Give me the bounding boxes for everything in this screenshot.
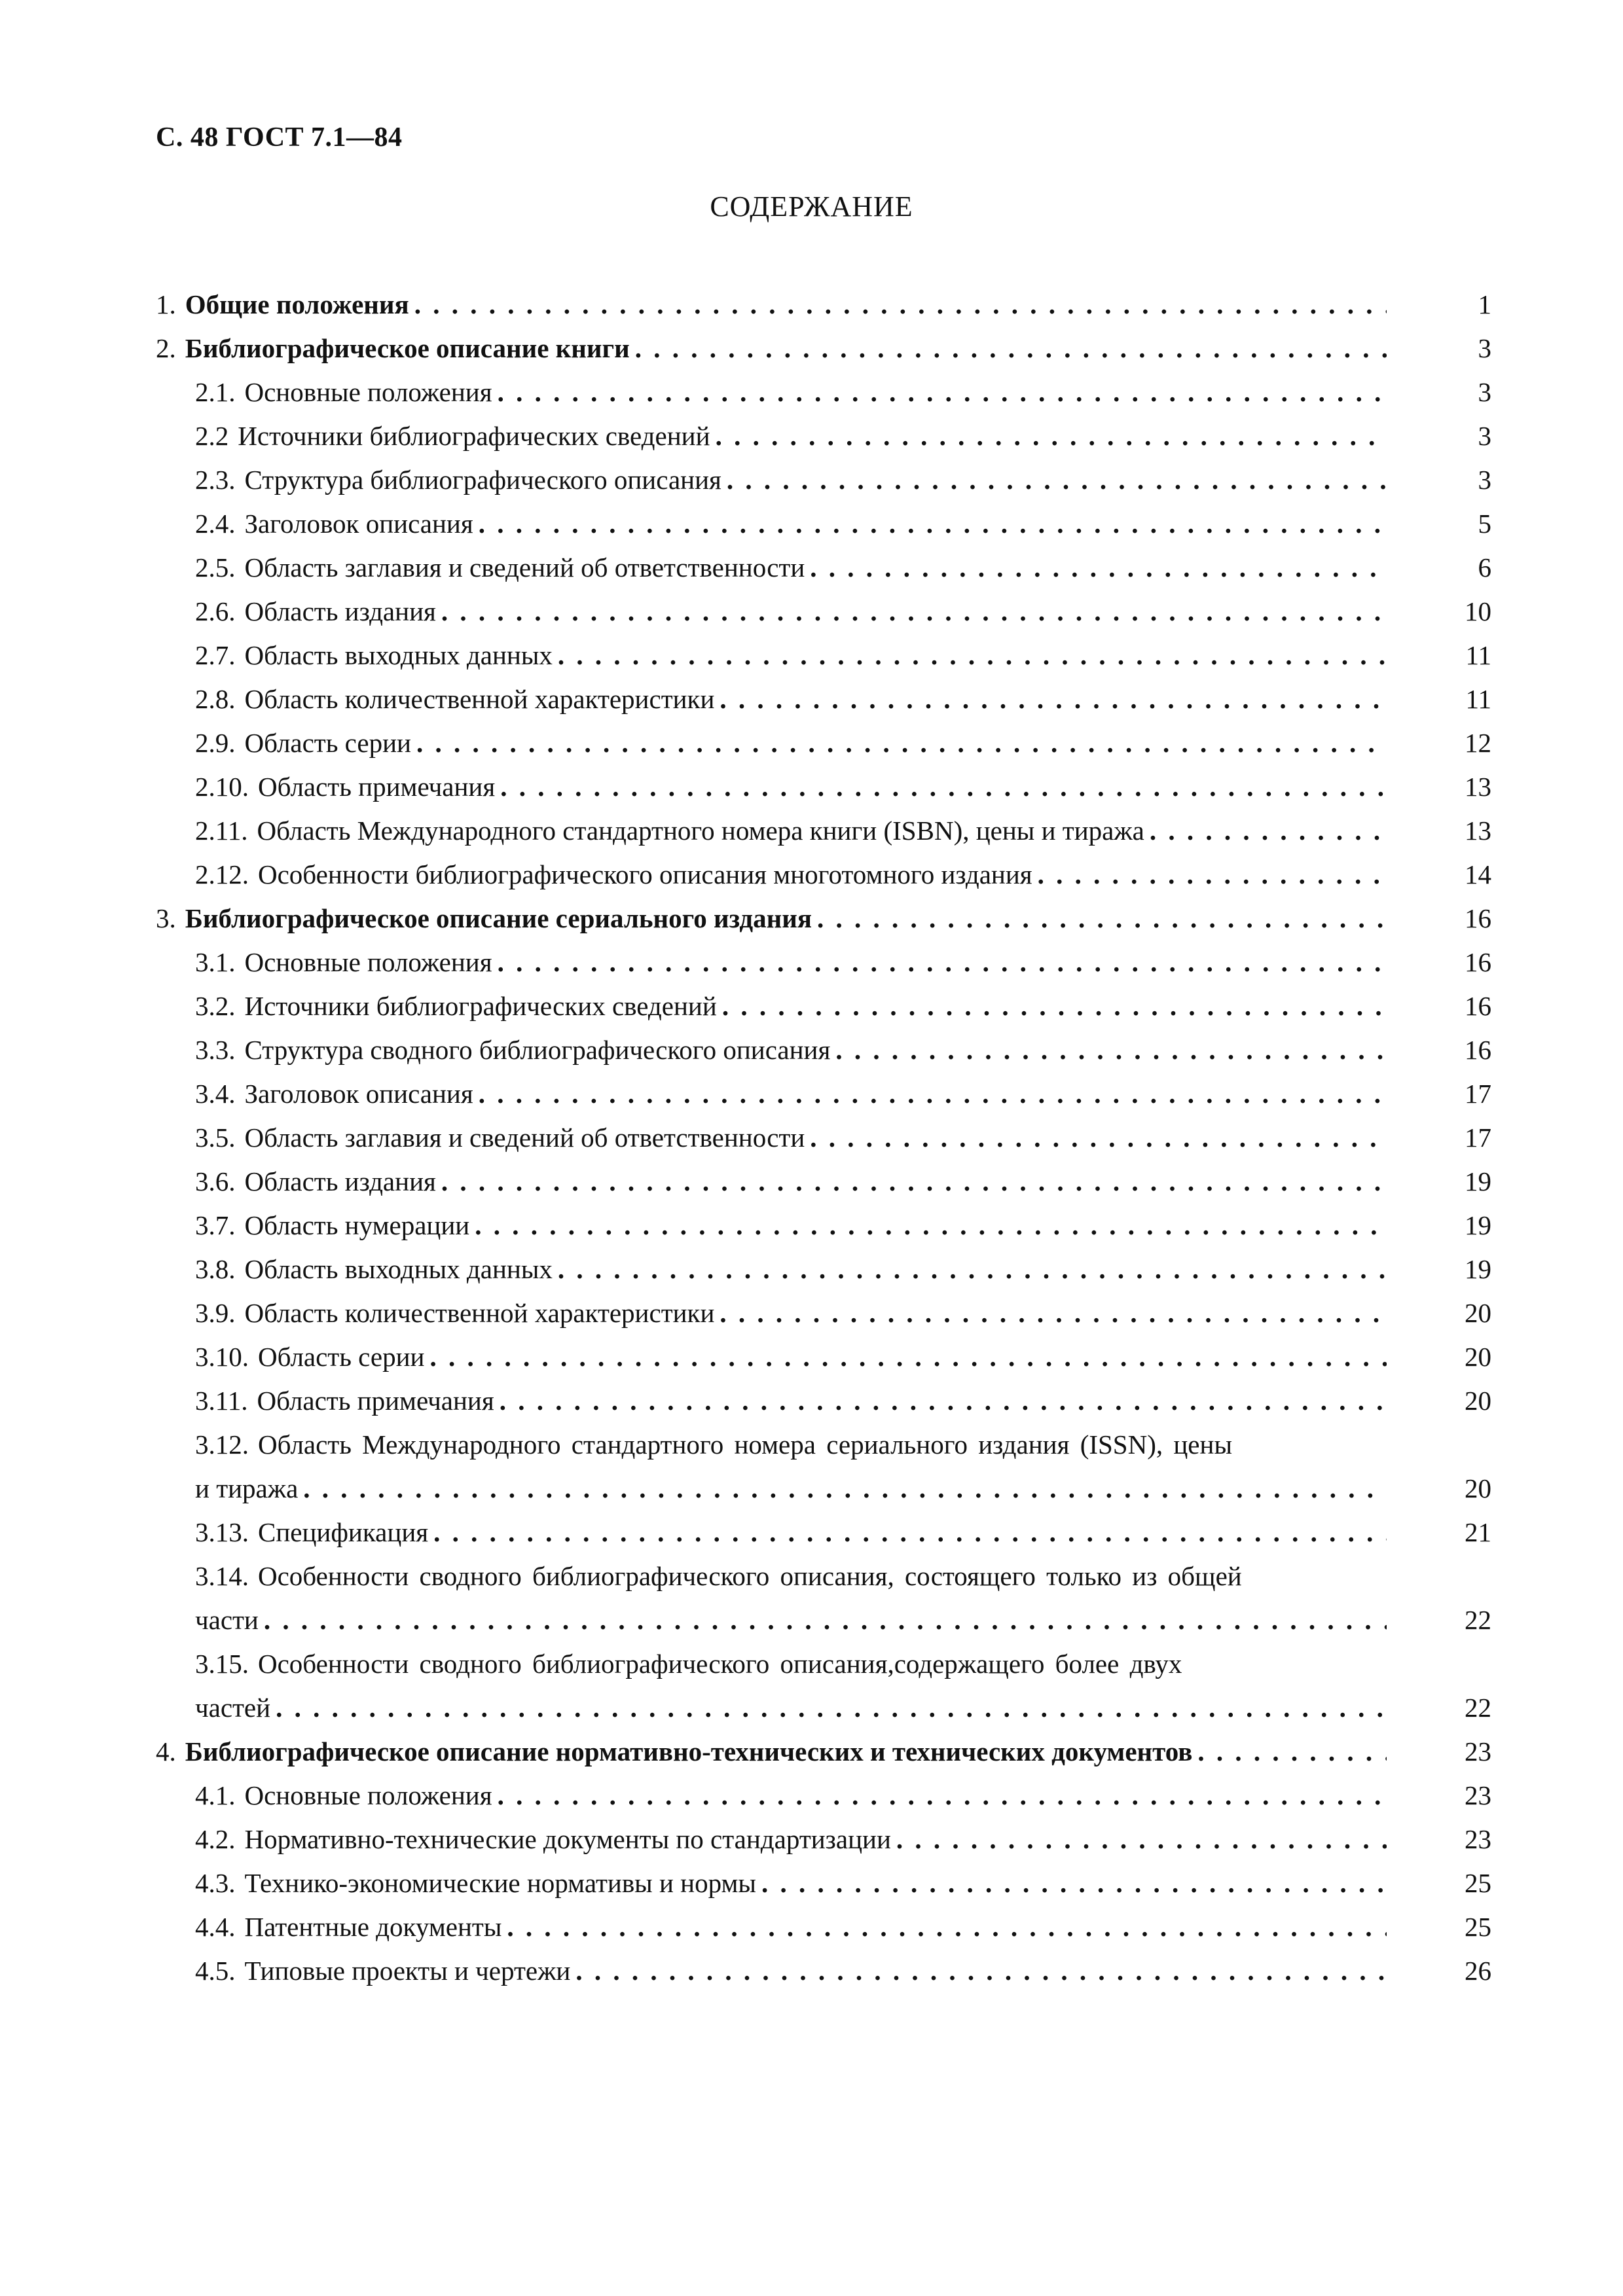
dot-leader	[558, 634, 1387, 677]
toc-entry-number: 3.6.	[195, 1166, 236, 1196]
toc-entry-label: Область серии	[258, 1342, 425, 1372]
toc-entry-page: 3	[1478, 465, 1491, 495]
toc-entry[interactable]	[156, 590, 1491, 634]
toc-entry-page: 13	[1465, 816, 1491, 846]
toc-entry-label: Область примечания	[257, 1386, 494, 1416]
toc-entry-label: Область серии	[244, 728, 411, 758]
toc-entry-label: Область нумерации	[244, 1210, 470, 1240]
toc-entry[interactable]	[156, 1818, 1491, 1861]
toc-entry-page: 26	[1465, 1956, 1491, 1986]
toc-entry[interactable]	[156, 1335, 1491, 1379]
toc-entry[interactable]	[156, 1072, 1491, 1116]
toc-entry-number: 2.	[156, 333, 176, 363]
toc-entry-page: 10	[1465, 596, 1491, 626]
dot-leader	[414, 283, 1387, 327]
toc-entry[interactable]	[156, 1379, 1491, 1423]
toc-entry[interactable]	[156, 1204, 1491, 1247]
toc-entry-label: Область заглавия и сведений об ответственности	[244, 552, 805, 583]
toc-entry-label-continued: частей	[195, 1693, 271, 1723]
toc-entry-number: 3.8.	[195, 1254, 236, 1284]
toc-entry-number: 3.10.	[195, 1342, 249, 1372]
toc-entry-number: 3.9.	[195, 1298, 236, 1328]
toc-entry-continuation[interactable]	[156, 1467, 1491, 1511]
toc-entry[interactable]	[156, 1642, 1491, 1686]
dot-leader	[1038, 853, 1387, 897]
toc-entry-label-continued: части	[195, 1605, 259, 1635]
toc-entry-label: Область примечания	[258, 772, 496, 802]
dot-leader	[500, 765, 1387, 809]
toc-entry-number: 2.11.	[195, 816, 248, 846]
toc-entry-label: Основные положения	[244, 947, 492, 977]
toc-entry[interactable]	[156, 853, 1491, 897]
toc-entry-page: 3	[1478, 421, 1491, 451]
toc-entry-page: 3	[1478, 333, 1491, 363]
toc-entry[interactable]	[156, 809, 1491, 853]
toc-entry-page: 23	[1465, 1736, 1491, 1767]
toc-entry-number: 2.3.	[195, 465, 236, 495]
toc-entry-number: 3.12.	[195, 1429, 249, 1460]
dot-leader	[498, 370, 1387, 414]
dot-leader	[810, 546, 1387, 590]
toc-entry-page: 16	[1465, 991, 1491, 1021]
toc-entry-label: Нормативно-технические документы по стандартизации	[244, 1824, 891, 1854]
toc-entry-label: Область заглавия и сведений об ответственности	[244, 1122, 805, 1153]
toc-entry-label: Структура сводного библиографического описания	[244, 1035, 831, 1065]
toc-entry-number: 1.	[156, 289, 176, 319]
toc-entry-continuation[interactable]	[156, 1686, 1491, 1730]
toc-entry[interactable]	[156, 546, 1491, 590]
dot-leader	[303, 1467, 1387, 1511]
toc-entry-label: Библиографическое описание книги	[185, 333, 630, 363]
toc-entry-number: 2.6.	[195, 596, 236, 626]
toc-entry-number: 2.1.	[195, 377, 236, 407]
toc-entry-page: 20	[1465, 1386, 1491, 1416]
dot-leader	[896, 1818, 1387, 1861]
toc-entry-number: 2.5.	[195, 552, 236, 583]
dot-leader	[635, 327, 1387, 370]
toc-entry-page: 19	[1465, 1254, 1491, 1284]
toc-entry[interactable]	[156, 458, 1491, 502]
toc-entry[interactable]	[156, 1291, 1491, 1335]
dot-leader	[558, 1247, 1387, 1291]
dot-leader	[429, 1335, 1387, 1379]
toc-entry-label: Особенности сводного библиографического описания, состоящего только из общей	[258, 1561, 1242, 1591]
toc-entry-page: 17	[1465, 1122, 1491, 1153]
dot-leader	[835, 1028, 1387, 1072]
toc-entry-page: 20	[1465, 1473, 1491, 1503]
toc-entry-number: 4.3.	[195, 1868, 236, 1898]
toc-entry[interactable]	[156, 677, 1491, 721]
toc-entry-page: 25	[1465, 1868, 1491, 1898]
toc-entry[interactable]	[156, 634, 1491, 677]
toc-section[interactable]	[156, 897, 1491, 941]
toc-entry-label: Основные положения	[244, 377, 492, 407]
dot-leader	[817, 897, 1387, 941]
dot-leader	[276, 1686, 1387, 1730]
toc-entry[interactable]	[156, 1949, 1491, 1993]
toc-entry-page: 16	[1465, 947, 1491, 977]
toc-entry-number: 2.9.	[195, 728, 236, 758]
toc-entry-label: Область количественной характеристики	[244, 684, 715, 714]
toc-entry[interactable]	[156, 1423, 1491, 1467]
toc-entry-label: Патентные документы	[244, 1912, 502, 1942]
toc-entry-number: 2.7.	[195, 640, 236, 670]
toc-entry-number: 3.13.	[195, 1517, 249, 1547]
toc-entry-number: 3.3.	[195, 1035, 236, 1065]
toc-entry-label: Библиографическое описание сериального издания	[185, 903, 812, 933]
toc-entry[interactable]	[156, 1905, 1491, 1949]
toc-entry-number: 3.2.	[195, 991, 236, 1021]
toc-entry[interactable]	[156, 721, 1491, 765]
toc-entry-page: 22	[1465, 1693, 1491, 1723]
dot-leader	[498, 1774, 1387, 1818]
toc-entry-label: Область издания	[244, 596, 436, 626]
toc-entry-number: 2.8.	[195, 684, 236, 714]
toc-entry-number: 3.5.	[195, 1122, 236, 1153]
toc-entry-label: Область количественной характеристики	[244, 1298, 715, 1328]
dot-leader	[810, 1116, 1387, 1160]
toc-entry-label: Библиографическое описание нормативно-технических и технических документов	[185, 1736, 1193, 1767]
toc-entry-page: 14	[1465, 859, 1491, 889]
toc-entry-label: Область Международного стандартного номера сериального издания (ISSN), цены	[258, 1429, 1232, 1460]
table-of-contents	[156, 283, 1491, 1993]
toc-entry-number: 3.1.	[195, 947, 236, 977]
toc-entry-page: 5	[1478, 509, 1491, 539]
toc-entry-page: 22	[1465, 1605, 1491, 1635]
toc-entry-label: Особенности сводного библиографического описания,содержащего более двух	[258, 1649, 1182, 1679]
toc-section[interactable]	[156, 1730, 1491, 1774]
toc-entry[interactable]	[156, 1160, 1491, 1204]
toc-entry-page: 11	[1465, 640, 1491, 670]
toc-entry-label-continued: и тиража	[195, 1473, 299, 1503]
toc-entry-number: 2.2	[195, 421, 229, 451]
toc-entry-label: Заголовок описания	[244, 509, 473, 539]
dot-leader	[716, 414, 1387, 458]
toc-entry-number: 2.12.	[195, 859, 249, 889]
toc-entry-number: 3.15.	[195, 1649, 249, 1679]
toc-entry-page: 17	[1465, 1079, 1491, 1109]
dot-leader	[722, 984, 1387, 1028]
toc-entry-continuation[interactable]	[156, 1598, 1491, 1642]
toc-entry-label: Заголовок описания	[244, 1079, 473, 1109]
toc-entry-page: 20	[1465, 1298, 1491, 1328]
dot-leader	[264, 1598, 1387, 1642]
dot-leader	[500, 1379, 1387, 1423]
toc-entry[interactable]	[156, 1861, 1491, 1905]
toc-entry-page: 20	[1465, 1342, 1491, 1372]
toc-entry-number: 2.4.	[195, 509, 236, 539]
toc-entry-label: Источники библиографических сведений	[244, 991, 717, 1021]
toc-entry-number: 3.	[156, 903, 176, 933]
dot-leader	[1150, 809, 1387, 853]
toc-entry-label: Общие положения	[185, 289, 409, 319]
toc-entry[interactable]	[156, 1116, 1491, 1160]
toc-entry-label: Область Международного стандартного номера книги (ISBN), цены и тиража	[257, 816, 1144, 846]
toc-entry-label: Спецификация	[258, 1517, 429, 1547]
toc-entry-page: 16	[1465, 903, 1491, 933]
toc-entry-label: Область выходных данных	[244, 1254, 553, 1284]
dot-leader	[498, 941, 1387, 984]
toc-entry-number: 4.1.	[195, 1780, 236, 1810]
toc-entry[interactable]	[156, 1774, 1491, 1818]
dot-leader	[761, 1861, 1387, 1905]
dot-leader	[475, 1204, 1387, 1247]
toc-entry-page: 21	[1465, 1517, 1491, 1547]
toc-entry[interactable]	[156, 502, 1491, 546]
toc-entry-page: 19	[1465, 1166, 1491, 1196]
toc-entry-number: 3.4.	[195, 1079, 236, 1109]
toc-entry-page: 23	[1465, 1780, 1491, 1810]
toc-entry-page: 25	[1465, 1912, 1491, 1942]
toc-entry[interactable]	[156, 941, 1491, 984]
toc-entry-page: 1	[1478, 289, 1491, 319]
toc-entry-number: 4.2.	[195, 1824, 236, 1854]
toc-entry-page: 3	[1478, 377, 1491, 407]
toc-entry-label: Область выходных данных	[244, 640, 553, 670]
dot-leader	[441, 1160, 1387, 1204]
toc-entry[interactable]	[156, 1028, 1491, 1072]
dot-leader	[507, 1905, 1387, 1949]
toc-section[interactable]	[156, 327, 1491, 370]
toc-entry-label: Источники библиографических сведений	[238, 421, 710, 451]
dot-leader	[720, 1291, 1387, 1335]
toc-entry-page: 6	[1478, 552, 1491, 583]
toc-entry-number: 4.4.	[195, 1912, 236, 1942]
dot-leader	[575, 1949, 1387, 1993]
toc-entry-number: 4.	[156, 1736, 176, 1767]
toc-entry-page: 13	[1465, 772, 1491, 802]
toc-entry-number: 4.5.	[195, 1956, 236, 1986]
toc-entry[interactable]	[156, 984, 1491, 1028]
toc-entry[interactable]	[156, 1247, 1491, 1291]
toc-entry-number: 2.10.	[195, 772, 249, 802]
toc-entry-page: 16	[1465, 1035, 1491, 1065]
toc-entry-number: 3.11.	[195, 1386, 248, 1416]
document-title: СОДЕРЖАНИЕ	[710, 190, 913, 223]
toc-entry-label: Область издания	[244, 1166, 436, 1196]
dot-leader	[727, 458, 1387, 502]
toc-entry-label: Типовые проекты и чертежи	[244, 1956, 571, 1986]
dot-leader	[433, 1511, 1387, 1554]
toc-entry-number: 3.7.	[195, 1210, 236, 1240]
toc-entry-label: Технико-экономические нормативы и нормы	[244, 1868, 756, 1898]
toc-entry[interactable]	[156, 370, 1491, 414]
dot-leader	[416, 721, 1387, 765]
toc-entry-label: Особенности библиографического описания многотомного издания	[258, 859, 1032, 889]
dot-leader	[1197, 1730, 1387, 1774]
toc-entry-label: Основные положения	[244, 1780, 492, 1810]
toc-entry-page: 12	[1465, 728, 1491, 758]
dot-leader	[720, 677, 1387, 721]
toc-entry[interactable]	[156, 1511, 1491, 1554]
dot-leader	[479, 502, 1387, 546]
dot-leader	[479, 1072, 1387, 1116]
toc-entry-page: 11	[1465, 684, 1491, 714]
dot-leader	[441, 590, 1387, 634]
toc-entry[interactable]	[156, 414, 1491, 458]
toc-entry[interactable]	[156, 765, 1491, 809]
toc-section[interactable]	[156, 283, 1491, 327]
toc-entry-page: 23	[1465, 1824, 1491, 1854]
page-header: С. 48 ГОСТ 7.1—84	[156, 122, 403, 152]
toc-entry-page: 19	[1465, 1210, 1491, 1240]
toc-entry-label: Структура библиографического описания	[244, 465, 721, 495]
toc-entry[interactable]	[156, 1554, 1491, 1598]
toc-entry-number: 3.14.	[195, 1561, 249, 1591]
